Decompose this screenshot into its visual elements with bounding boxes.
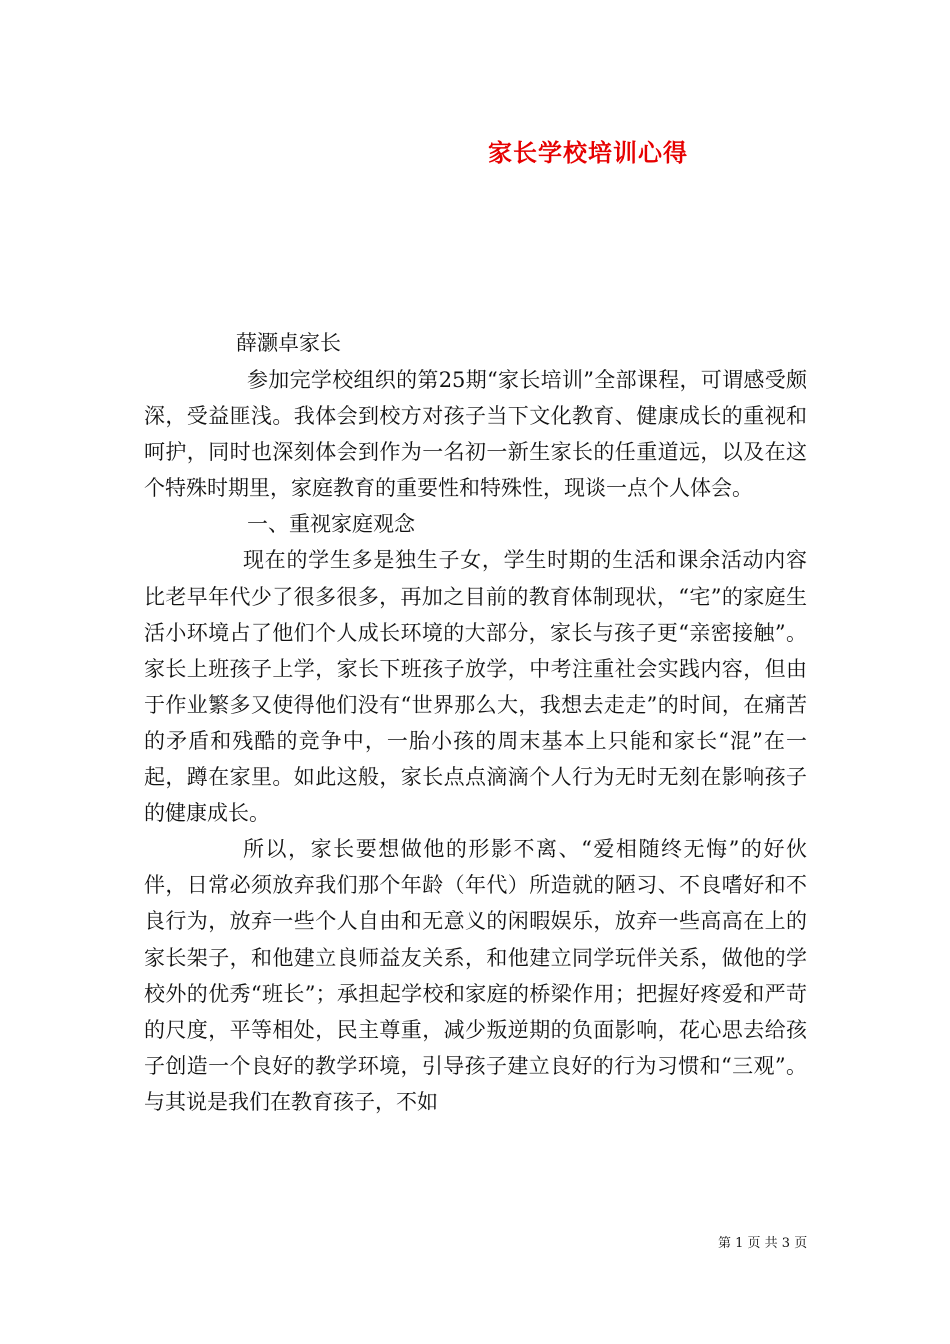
- section-heading: 一、重视家庭观念: [247, 512, 415, 537]
- document-body: [144, 362, 807, 1120]
- paragraph-intro: 参加完学校组织的第25期“家长培训”全部课程，可谓感受颇深，受益匪浅。我体会到校方对孩子当下文化教育、健康成长的重视和呵护，同时也深刻体会到作为一名初一新生家长的任重道远，以及在这个特殊时期里，家庭教育的重要性和特殊性，现谈一点个人体会。: [144, 368, 807, 501]
- paragraph-family-concept: 现在的学生多是独生子女，学生时期的生活和课余活动内容比老早年代少了很多很多，再加之目前的教育体制现状，“宅”的家庭生活小环境占了他们个人成长环境的大部分，家长与孩子更“亲密接触”。家长上班孩子上学，家长下班孩子放学，中考注重社会实践内容，但由于作业繁多又使得他们没有“世界那么大，我想去走走”的时间，在痛苦的矛盾和残酷的竞争中，一胎小孩的周末基本上只能和家长“混”在一起，蹲在家里。如此这般，家长点点滴滴个人行为无时无刻在影响孩子的健康成长。: [144, 548, 807, 826]
- document-title: 家长学校培训心得: [488, 138, 688, 167]
- author-line: 薛灏卓家长: [236, 331, 341, 355]
- page-number: 第 1 页 共 3 页: [718, 1236, 808, 1251]
- paragraph-therefore: 所以，家长要想做他的形影不离、“爱相随终无悔”的好伙伴，日常必须放弃我们那个年龄（年代）所造就的陋习、不良嗜好和不良行为，放弃一些个人自由和无意义的闲暇娱乐，放弃一些高高在上的家长架子，和他建立良师益友关系，和他建立同学玩伴关系，做他的学校外的优秀“班长”；承担起学校和家庭的桥梁作用；把握好疼爱和严苛的尺度，平等相处，民主尊重，减少叛逆期的负面影响，花心思去给孩子创造一个良好的教学环境，引导孩子建立良好的行为习惯和“三观”。与其说是我们在教育孩子，不如: [144, 837, 807, 1114]
